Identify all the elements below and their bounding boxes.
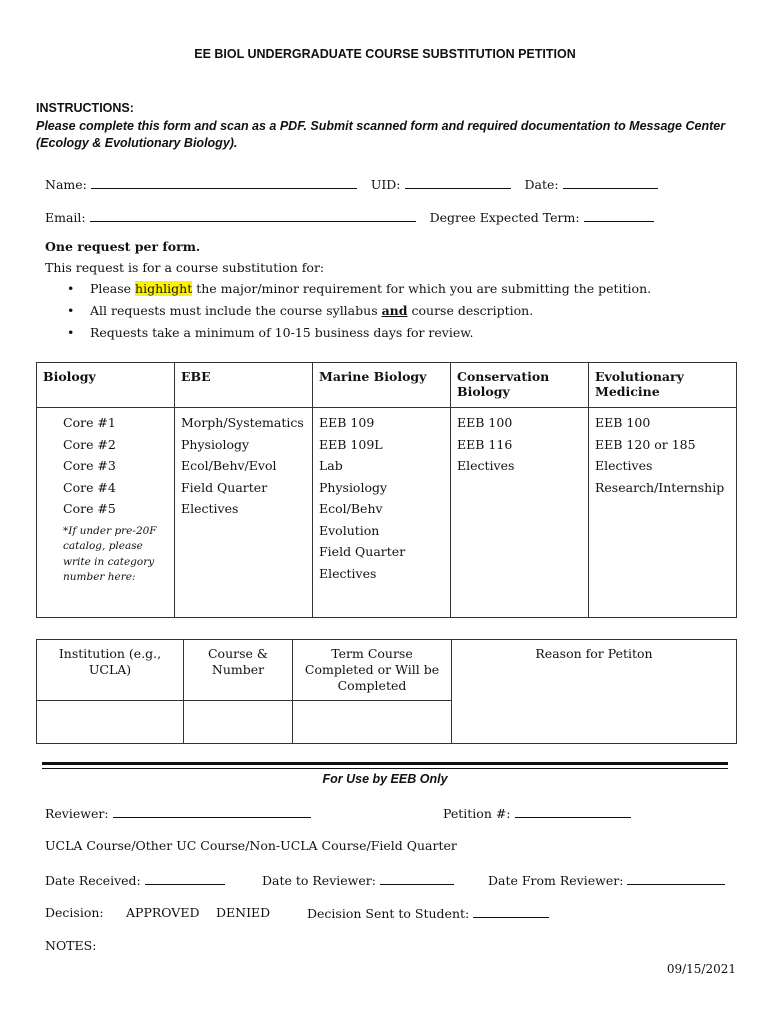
email-field[interactable] [90,209,416,222]
biology-option[interactable]: Core #4 [63,479,116,495]
conservation-option[interactable]: Electives [457,458,515,473]
biology-option[interactable]: Core #1 [63,415,116,430]
denied-option[interactable]: DENIED [216,905,271,920]
date-received-row [45,872,225,888]
table-row [37,408,737,618]
footer-date: 09/15/2021 [666,962,736,976]
eeb-only-heading: For Use by EEB Only [322,772,448,786]
course-types: UCLA Course/Other UC Course/Non-UCLA Course/Field Quarter [45,838,457,853]
marine-option[interactable]: EEB 109L [319,436,383,452]
decision-sent-field[interactable] [473,905,549,918]
page-title: EE BIOL UNDERGRADUATE COURSE SUBSTITUTION PETITION [194,47,576,61]
request-intro: This request is for a course substitution for: [45,260,325,275]
ebe-option[interactable]: Field Quarter [181,479,268,495]
header-term: Term Course Completed or Will be Completed [293,640,452,701]
header-ebe: EBE [175,363,313,408]
list-item: • Please highlight the major/minor requirement for which you are submitting the petition. [45,278,745,300]
reviewer-row [45,805,311,821]
course-info-table [36,639,737,744]
requirements-list [45,278,745,344]
name-label: Name: [45,177,87,192]
marine-option[interactable]: Lab [319,458,343,473]
reviewer-field[interactable] [113,805,311,818]
date-label: Date: [524,177,559,192]
marine-option[interactable]: Ecol/Behv [319,501,383,516]
biology-option[interactable]: Core #2 [63,436,116,452]
ebe-option[interactable]: Physiology [181,436,250,452]
ebe-option[interactable]: Morph/Systematics [181,415,304,430]
header-conservation-biology: Conservation Biology [451,363,589,408]
date-received-field[interactable] [145,872,225,885]
decision-sent-label: Decision Sent to Student: [307,906,470,921]
reason-cell[interactable] [452,640,737,744]
biology-option[interactable]: Core #3 [63,458,116,473]
degree-term-label: Degree Expected Term: [429,210,580,225]
conservation-option[interactable]: EEB 116 [457,436,513,452]
date-received-label: Date Received: [45,873,141,888]
petition-number-row [443,805,631,821]
header-institution: Institution (e.g., UCLA) [37,640,184,701]
uid-label: UID: [370,177,401,192]
date-from-reviewer-row [488,872,725,888]
name-row [45,176,745,192]
marine-biology-column [313,408,451,618]
name-field[interactable] [91,176,357,189]
institution-input-cell[interactable] [37,701,184,744]
conservation-biology-column [451,408,589,618]
divider [42,762,728,765]
date-to-reviewer-row [262,872,454,888]
header-evolutionary-medicine: Evolutionary Medicine [589,363,737,408]
evo-med-option[interactable]: EEB 100 [595,415,651,430]
table-header-row [37,363,737,408]
date-to-reviewer-label: Date to Reviewer: [262,873,376,888]
uid-field[interactable] [405,176,511,189]
email-row [45,209,745,225]
major-requirements-table [36,362,737,618]
reviewer-label: Reviewer: [45,806,109,821]
header-marine-biology: Marine Biology [313,363,451,408]
evolutionary-medicine-column [589,408,737,618]
petition-number-field[interactable] [515,805,631,818]
evo-med-option[interactable]: EEB 120 or 185 [595,436,696,452]
date-field[interactable] [563,176,658,189]
date-from-reviewer-field[interactable] [627,872,725,885]
marine-option[interactable]: Field Quarter [319,544,406,559]
notes-label: NOTES: [45,938,97,953]
date-to-reviewer-field[interactable] [380,872,454,885]
biology-option[interactable]: Core #5 [63,501,116,516]
list-item: • Requests take a minimum of 10-15 business days for review. [45,322,745,344]
header-biology: Biology [37,363,175,408]
marine-option[interactable]: Physiology [319,479,388,495]
highlight-word: highlight [135,281,193,296]
instructions-heading: INSTRUCTIONS: [36,101,134,115]
header-course-number: Course & Number [184,640,293,701]
evo-med-option[interactable]: Research/Internship [595,479,725,495]
evo-med-option[interactable]: Electives [595,458,653,473]
biology-column [37,408,175,618]
term-input-cell[interactable] [293,701,452,744]
conservation-option[interactable]: EEB 100 [457,415,513,430]
table-header-row [37,640,737,701]
degree-term-field[interactable] [584,209,654,222]
header-reason: Reason for Petiton [535,646,653,661]
email-label: Email: [45,210,86,225]
divider [42,768,728,769]
biology-note: *If under pre-20F catalog, please write in category number here: [63,524,157,583]
ebe-option[interactable]: Ecol/Behv/Evol [181,458,277,473]
petition-number-label: Petition #: [443,806,511,821]
approved-option[interactable]: APPROVED [126,905,200,920]
decision-label: Decision: [45,905,104,920]
instructions-body: Please complete this form and scan as a PDF. Submit scanned form and required documentation to Message Center (Ecology & Evolutionary Biology). [36,119,726,150]
marine-option[interactable]: Evolution [319,522,380,538]
list-item: • All requests must include the course syllabus and course description. [45,300,745,322]
decision-sent-row [307,905,549,921]
ebe-column [175,408,313,618]
marine-option[interactable]: EEB 109 [319,415,375,430]
date-from-reviewer-label: Date From Reviewer: [488,873,624,888]
course-number-input-cell[interactable] [184,701,293,744]
ebe-option[interactable]: Electives [181,501,239,516]
marine-option[interactable]: Electives [319,565,377,581]
one-request-label: One request per form. [45,239,201,254]
